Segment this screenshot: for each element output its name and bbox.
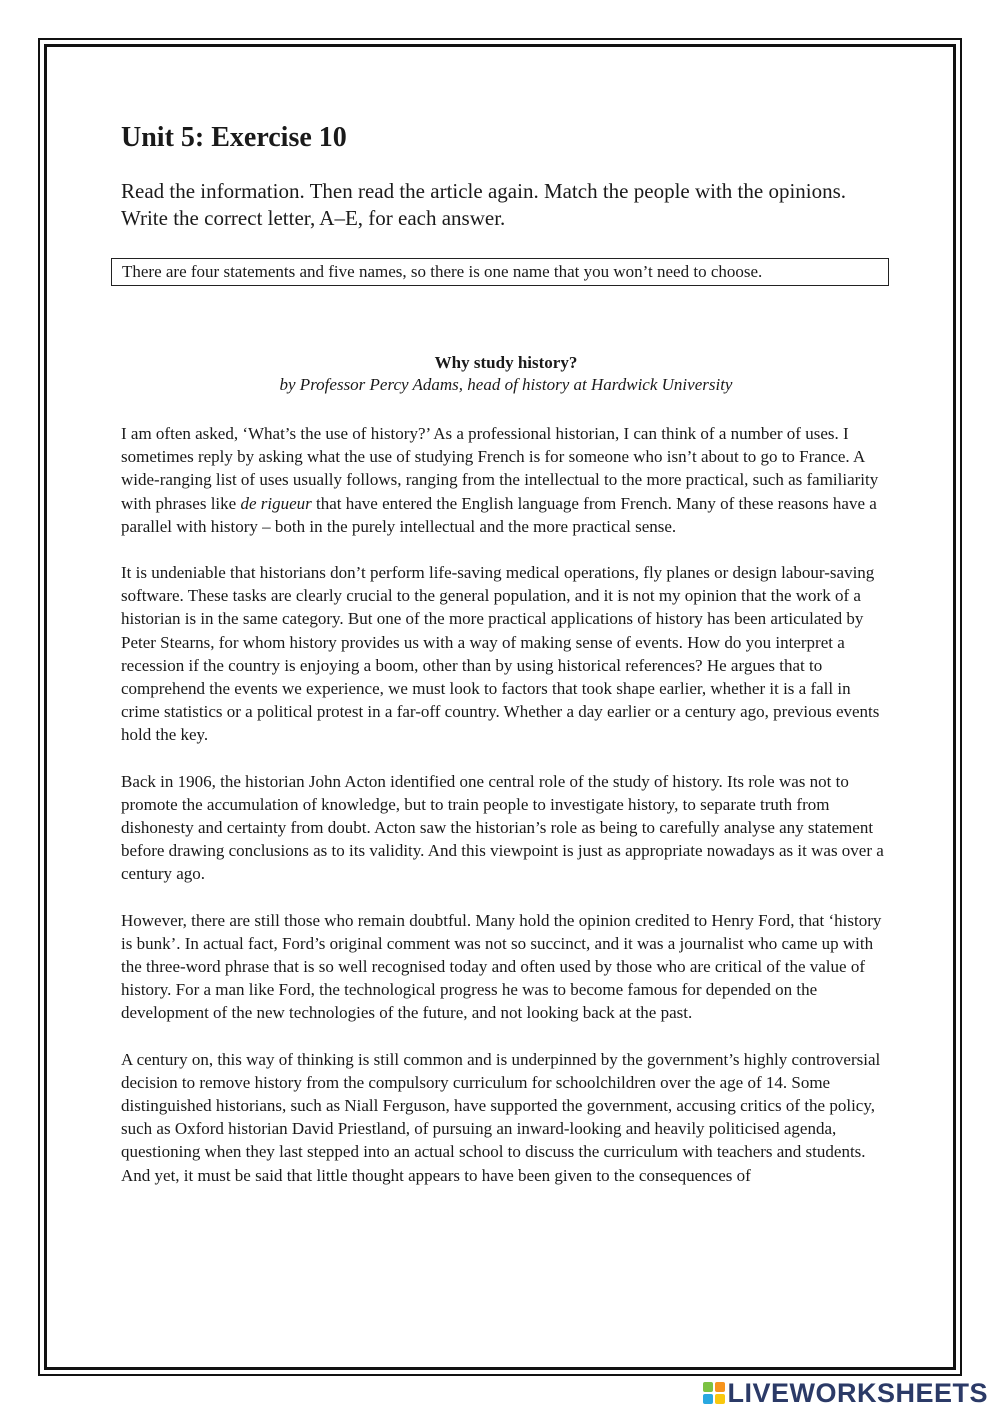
page-title: Unit 5: Exercise 10 [121,122,347,153]
paragraph-3: Back in 1906, the historian John Acton identified one central role of the study of history. Its role was not to promote the accumulation of knowledge, but to train people to investigate history, to separate truth from dishonesty and certainty from doubt. Acton saw the historian’s role as being to carefully analyse any statement before drawing conclusions as to its validity. And this viewpoint is just as appropriate nowadays as it was over a century ago. [121,771,884,884]
paragraph-1-text-a: I am often asked, ‘What’s the use of history?’ As a professional historian, I can think of a number of uses. I sometimes reply by asking what the use of studying French is for someone who isn’t about to go to France. A wide-ranging list of uses usually follows, ranging from the intellectual to the more practical, such as familiarity with phrases like [121,424,879,513]
liveworksheets-logo-text: LIVEWORKSHEETS [727,1377,988,1408]
liveworksheets-logo-icon [703,1382,725,1404]
paragraph-1-italic: de rigueur [240,493,312,513]
note-box: There are four statements and five names, so there is one name that you won’t need to choose. [111,258,889,286]
paragraph-1 [121,422,891,538]
liveworksheets-logo[interactable] [703,1378,988,1408]
paragraph-5: A century on, this way of thinking is still common and is underpinned by the government’s highly controversial decision to remove history from the compulsory curriculum for schoolchildren over the age of 14. Some distinguished historians, such as Niall Ferguson, have supported the government, accusing critics of the policy, such as Oxford historian David Priestland, of pursuing an inward-looking and heavily politicised agenda, questioning when they last stepped into an actual school to discuss the curriculum with teachers and students. And yet, it must be said that little thought appears to have been given to the consequences of [121,1049,881,1185]
worksheet-content [121,118,891,1185]
article-body [121,422,891,1210]
paragraph-1-text-b: that have entered the English language from French. Many of these reasons have a parallel with history – both in the purely intellectual and the more practical sense. [121,493,877,536]
article-byline: by Professor Percy Adams, head of history at Hardwick University [279,375,733,394]
article-header [121,352,891,396]
article-title: Why study history? [434,353,578,372]
paragraph-2: It is undeniable that historians don’t perform life-saving medical operations, fly planes or design labour-saving software. These tasks are clearly crucial to the general population, and it is not my opinion that the work of a historian is in the same category. But one of the more practical applications of history has been articulated by Peter Stearns, for whom history provides us with a way of making sense of events. How do you interpret a recession if the country is enjoying a boom, other than by using historical references? He argues that to comprehend the events we experience, we must look to factors that took shape earlier, whether it is a fall in crime statistics or a political protest in a far-off country. Whether a day earlier or a century ago, previous events hold the key. [121,563,880,745]
instructions: Read the information. Then read the article again. Match the people with the opinions. Write the correct letter, A–E, for each answer. [121,179,847,230]
paragraph-4: However, there are still those who remain doubtful. Many hold the opinion credited to Henry Ford, that ‘history is bunk’. In actual fact, Ford’s original comment was not so succinct, and it was a journalist who came up with the three-word phrase that is so well recognised today and often used by those who are critical of the value of history. For a man like Ford, the technological progress he was to become famous for depended on the development of the new technologies of the future, and not looking back at the past. [121,910,882,1023]
